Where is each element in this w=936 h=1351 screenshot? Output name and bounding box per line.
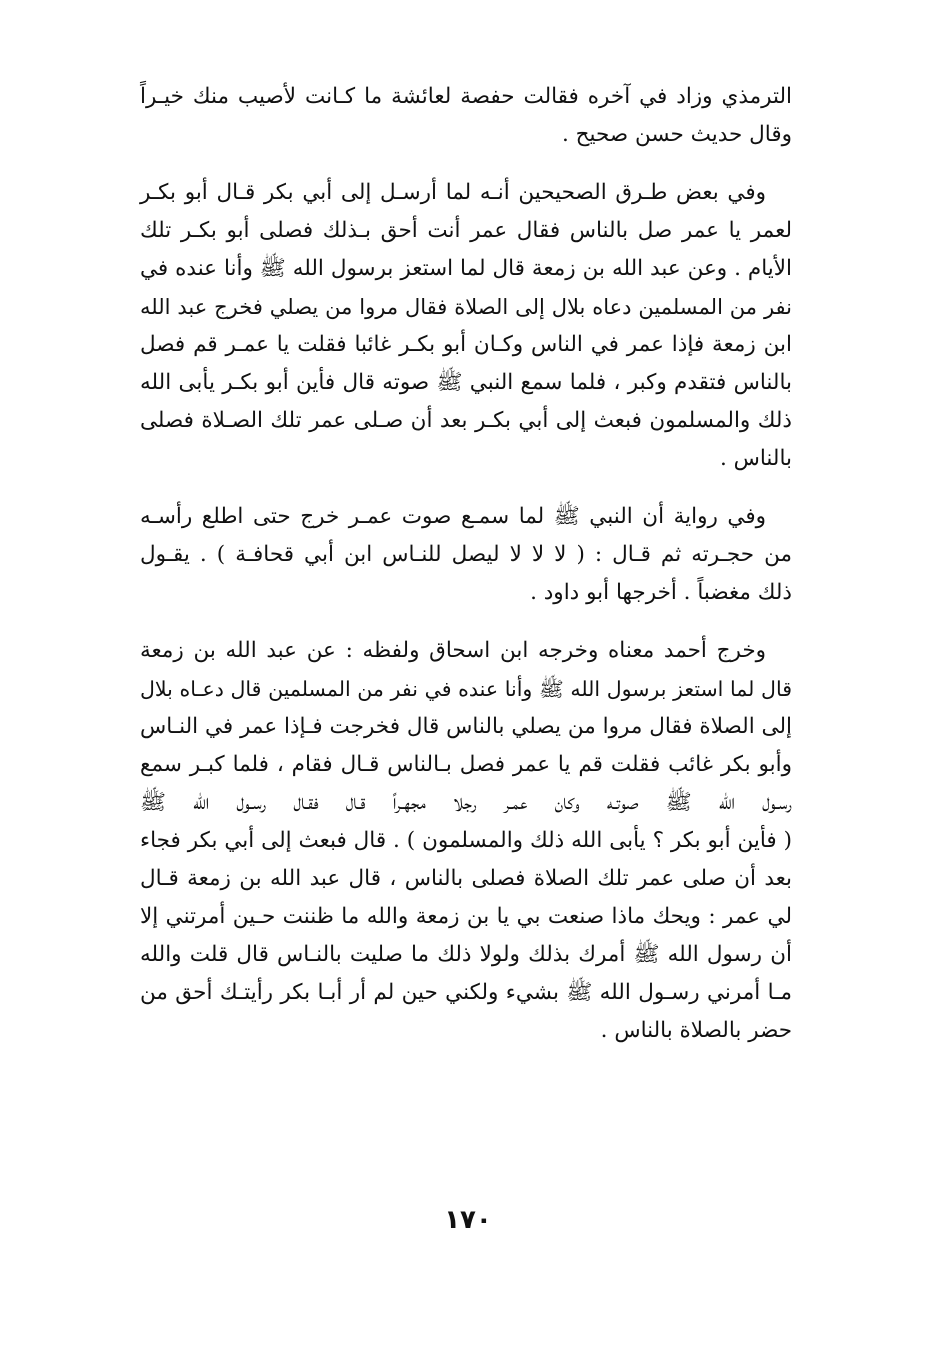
text-line: ذلك والمسلمون فبعث إلى أبي بكـر بعد أن صـلى عمر تلك الصـلاة فصلى	[140, 408, 792, 433]
paragraph-1	[140, 78, 792, 154]
text-line: بالناس فتقدم وكبر ، فلما سمع النبي ﷺ صوته قال فأين أبو بكـر يأبى الله	[140, 370, 792, 395]
text-line: الترمذي وزاد في آخره فقالت حفصة لعائشة ما كـانت لأصيب منك خيـراً	[140, 84, 792, 109]
text-line: وفي بعض طـرق الصحيحين أنـه لما أرسـل إلى أبي بكر قـال أبو بكـر	[140, 180, 766, 205]
text-line: بعد أن صلى عمر تلك الصلاة فصلى بالناس ، قال عبد الله بن زمعة قـال	[140, 866, 792, 891]
text-line: وقال حديث حسن صحيح .	[561, 122, 792, 147]
text-line: إلى الصلاة فقال مروا من يصلي بالناس قال فخرجت فـإذا عمر في النـاس	[140, 714, 792, 739]
text-line: لي عمر : ويحك ماذا صنعت بي يا بن زمعة والله ما ظننت حـين أمرتني إلا	[140, 904, 792, 929]
text-line: ابن زمعة فإذا عمر في الناس وكـان أبو بكـر غائبا فقلت يا عمـر قم فصل	[140, 332, 792, 357]
text-line: وفي رواية أن النبي ﷺ لما سمـع صوت عمـر خرج حتى اطلع رأسـه	[140, 504, 766, 529]
text-line: لعمر يا عمر صل بالناس فقال عمر أنت أحق بـذلك فصلى أبو بكـر تلك	[140, 218, 792, 243]
text-line: من حجـرته ثم قـال : ( لا لا لا ليصل للنـاس ابن أبي قحافـة ) . يقـول	[140, 542, 792, 567]
text-line: نفر من المسلمين دعاه بلال إلى الصلاة فقال مروا من يصلي فخرج عبد الله	[140, 295, 792, 319]
text-line: بالناس .	[719, 446, 792, 471]
text-line: الأيام . وعن عبد الله بن زمعة قال لما استعز برسول الله ﷺ وأنا عنده في	[140, 256, 792, 281]
text-line: ذلك مغضباً . أخرجها أبو داود .	[530, 580, 792, 605]
paragraph-3	[140, 498, 792, 612]
page-number: ١٧٠	[444, 1205, 492, 1235]
text-line: قال لما استعز برسول الله ﷺ وأنا عنده في نفر من المسلمين قال دعـاه بلال	[140, 677, 792, 701]
page-body	[140, 78, 792, 1050]
paragraph-4	[140, 632, 792, 1050]
text-line: وأبو بكر غائب فقلت قم يا عمر فصل بـالناس قـال فقام ، فلما كبـر سمع	[140, 752, 792, 777]
text-line: ( فأين أبو بكر ؟ يأبى الله ذلك والمسلمون ) . قال فبعث إلى أبي بكر فجاء	[140, 828, 792, 853]
text-line: أن رسول الله ﷺ أمرك بذلك ولولا ذلك ما صليت بالنـاس قال قلت والله	[140, 942, 792, 967]
text-line: رسـول الله ﷺ صوتـه وكان عمـر رجلا مجهـراً قـال فقـال رسـول الله ﷺ	[140, 790, 792, 815]
paragraph-2	[140, 174, 792, 478]
text-line: حضر بالصلاة بالناس .	[600, 1018, 792, 1043]
text-line: وخرج أحمد معناه وخرجه ابن اسحاق ولفظه : عن عبد الله بن زمعة	[140, 638, 766, 663]
text-line: مـا أمرني رسـول الله ﷺ بشيء ولكني حين لم أر أبـا بكر رأيتـك أحق من	[140, 980, 792, 1005]
